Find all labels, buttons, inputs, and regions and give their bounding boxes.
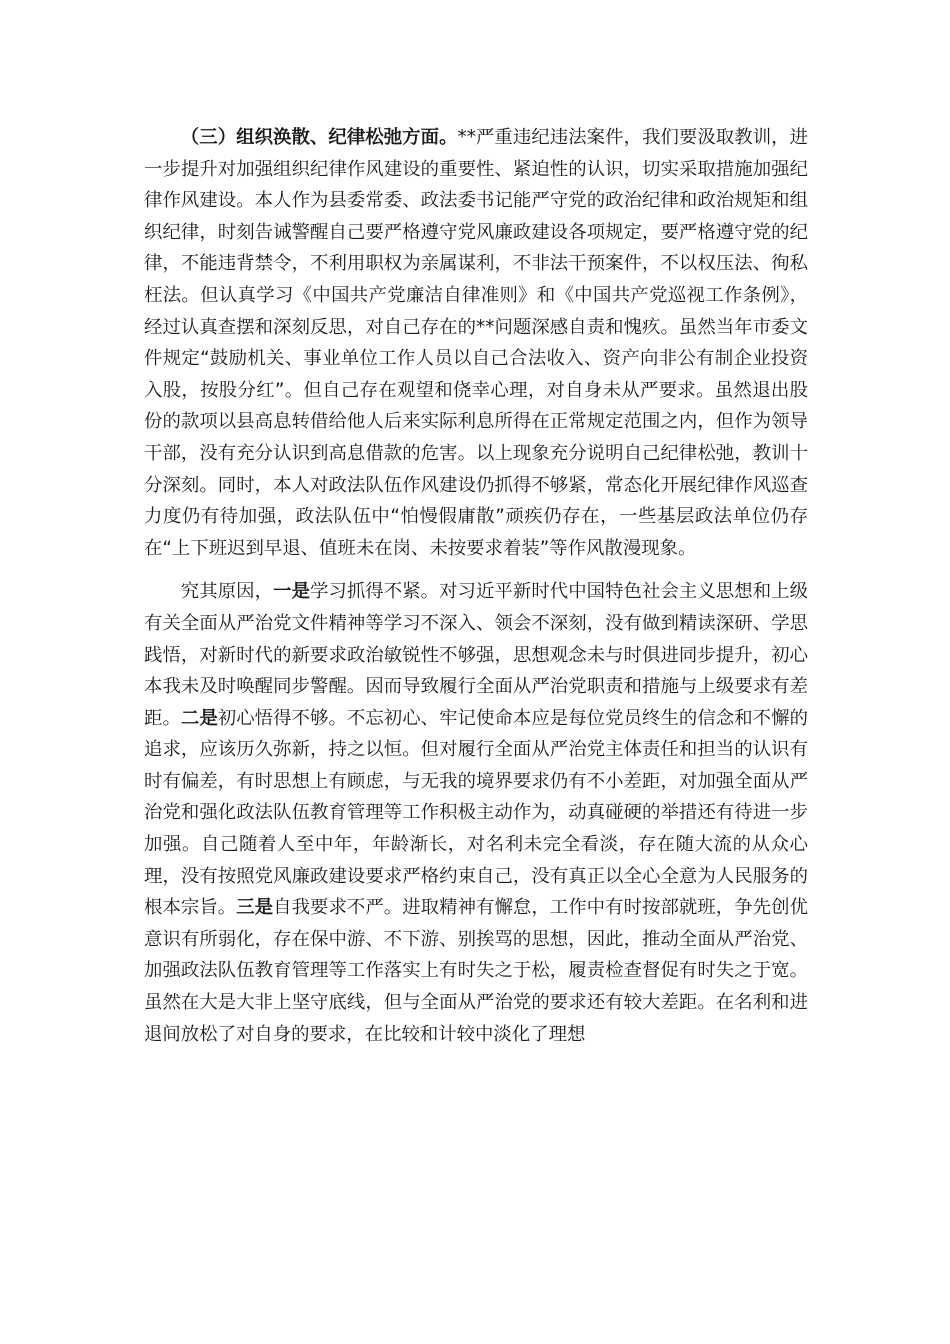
- paragraph-text: **严重违纪违法案件，我们要汲取教训，进一步提升对加强组织纪律作风建设的重要性、紧迫性的认识，切实采取措施加强纪律作风建设。本人作为县委常委、政法委书记能严守党的政治纪律和政治规矩和组织纪律，时刻告诫警醒自己要严格遵守党风廉政建设各项规定，要严格遵守党的纪律，不能违背禁令，不利用职权为亲属谋利，不非法干预案件，不以权压法、徇私枉法。但认真学习《中国共产党廉洁自律准则》和《中国共产党巡视工作条例》，经过认真查摆和深刻反思，对自己存在的**问题深感自责和愧疚。虽然当年市委文件规定“鼓励机关、事业单位工作人员以自己合法收入、资产向非公有制企业投资入股，按股分红”。但自己存在观望和侥幸心理，对自身未从严要求。虽然退出股份的款项以县高息转借给他人后来实际利息所得在正常规定范围之内，但作为领导干部，没有充分认识到高息借款的危害。以上现象充分说明自己纪律松弛，教训十分深刻。同时，本人对政法队伍作风建设仍抓得不够紧，常态化开展纪律作风巡查力度仍有待加强，政法队伍中“怕慢假庸散”顽疾仍存在，一些基层政法单位仍存在“上下班迟到早退、值班未在岗、未按要求着装”等作风散漫现象。: [144, 127, 808, 559]
- point-label-third: 三是: [236, 897, 274, 919]
- paragraph-discipline-issues: [144, 122, 808, 564]
- point-label-first: 一是: [273, 581, 310, 603]
- paragraph-text: 究其原因，: [180, 581, 274, 603]
- paragraph-text: 学习抓得不紧。对习近平新时代中国特色社会主义思想和上级有关全面从严治党文件精神等学习不深入、领会不深刻，没有做到精读深研、学思践悟，对新时代的新要求政治敏锐性不够强，思想观念未与时俱进同步提升，初心本我未及时唤醒同步警醒。因而导致履行全面从严治党职责和措施与上级要求有差距。: [144, 581, 808, 729]
- paragraph-text: 自我要求不严。进取精神有懈怠，工作中有时按部就班，争先创优意识有所弱化，存在保中游、不下游、别挨骂的思想，因此，推动全面从严治党、加强政法队伍教育管理等工作落实上有时失之于松，履责检查督促有时失之于宽。虽然在大是大非上坚守底线，但与全面从严治党的要求还有较大差距。在名利和进退间放松了对自身的要求，在比较和计较中淡化了理想: [144, 897, 808, 1045]
- document-body: [144, 122, 808, 1050]
- point-label-second: 二是: [180, 707, 218, 729]
- section-heading: （三）组织涣散、纪律松弛方面。: [180, 127, 458, 148]
- paragraph-text: 初心悟得不够。不忘初心、牢记使命本应是每位党员终生的信念和不懈的追求，应该历久弥新，持之以恒。但对履行全面从严治党主体责任和担当的认识有时有偏差，有时思想上有顾虑，与无我的境界要求仍有不小差距，对加强全面从严治党和强化政法队伍教育管理等工作积极主动作为，动真碰硬的举措还有待进一步加强。自己随着人至中年，年龄渐长，对名利未完全看淡，存在随大流的从众心理，没有按照党风廉政建设要求严格约束自己，没有真正以全心全意为人民服务的根本宗旨。: [144, 707, 808, 919]
- paragraph-root-causes: [144, 576, 808, 1050]
